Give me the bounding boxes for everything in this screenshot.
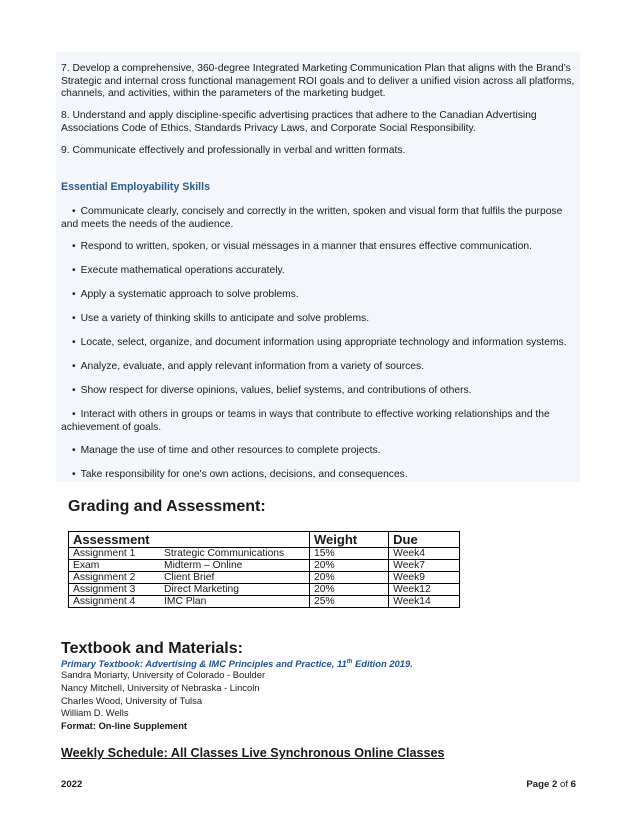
bullet-icon: •	[72, 409, 76, 420]
bullet-icon: •	[72, 337, 76, 348]
author-line: Charles Wood, University of Tulsa	[61, 695, 203, 706]
grading-table	[68, 531, 460, 608]
skill-item: • Use a variety of thinking skills to anticipate and solve problems.	[61, 313, 577, 326]
assessment-cell: Assignment 2	[69, 572, 161, 584]
bullet-icon: •	[72, 445, 76, 456]
bullet-icon: •	[72, 313, 76, 324]
description-cell: Midterm – Online	[160, 560, 310, 572]
bullet-icon: •	[72, 241, 76, 252]
footer-page-number: Page 2 of 6	[526, 779, 576, 790]
description-cell: IMC Plan	[160, 596, 310, 608]
due-cell: Week9	[389, 572, 460, 584]
bullet-icon: •	[72, 265, 76, 276]
bullet-icon: •	[72, 361, 76, 372]
weight-cell: 20%	[310, 572, 389, 584]
skill-item: • Analyze, evaluate, and apply relevant information from a variety of sources.	[61, 361, 577, 374]
due-cell: Week7	[389, 560, 460, 572]
weight-cell: 15%	[310, 548, 389, 560]
skill-item: • Take responsibility for one's own actions, decisions, and consequences.	[61, 469, 577, 482]
weekly-schedule-heading: Weekly Schedule: All Classes Live Synchronous Online Classes	[61, 746, 445, 760]
assessment-cell: Assignment 3	[69, 584, 161, 596]
table-row	[69, 548, 460, 560]
assessment-cell: Assignment 4	[69, 596, 161, 608]
grading-heading: Grading and Assessment:	[68, 498, 266, 515]
skill-item: • Interact with others in groups or teams in ways that contribute to effective working relationships and the achievement of goals.	[61, 409, 550, 433]
skill-item: • Show respect for diverse opinions, values, belief systems, and contributions of others.	[61, 385, 577, 398]
footer-year: 2022	[61, 779, 83, 790]
weight-cell: 20%	[310, 560, 389, 572]
skill-item: • Respond to written, spoken, or visual messages in a manner that ensures effective communication.	[61, 241, 577, 254]
description-cell: Direct Marketing	[160, 584, 310, 596]
weight-cell: 25%	[310, 596, 389, 608]
skill-item: • Apply a systematic approach to solve problems.	[61, 289, 577, 302]
col-assessment: Assessment	[69, 532, 310, 548]
due-cell: Week12	[389, 584, 460, 596]
skill-item: • Execute mathematical operations accurately.	[61, 265, 577, 278]
description-cell: Client Brief	[160, 572, 310, 584]
table-header-row	[69, 532, 460, 548]
author-line: William D. Wells	[61, 707, 129, 718]
bullet-icon: •	[72, 385, 76, 396]
textbook-heading: Textbook and Materials:	[61, 640, 243, 657]
assessment-cell: Assignment 1	[69, 548, 161, 560]
essential-skills-heading: Essential Employability Skills	[61, 181, 210, 193]
weight-cell: 20%	[310, 584, 389, 596]
bullet-icon: •	[72, 469, 76, 480]
col-weight: Weight	[310, 532, 389, 548]
skill-item: • Communicate clearly, concisely and correctly in the written, spoken and visual form that fulfils the purpose and meets the needs of the audience.	[61, 206, 563, 230]
outcome-8: 8. Understand and apply discipline-specific advertising practices that adhere to the Canadian Advertising Associations Code of Ethics, Standards Privacy Laws, and Corporate Social Responsibility.	[61, 110, 537, 134]
table-row	[69, 572, 460, 584]
primary-textbook: Primary Textbook: Advertising & IMC Principles and Practice, 11th Edition 2019.	[61, 658, 413, 669]
bullet-icon: •	[72, 206, 76, 217]
skill-item: • Manage the use of time and other resources to complete projects.	[61, 445, 577, 458]
bullet-icon: •	[72, 289, 76, 300]
skill-item: • Locate, select, organize, and document information using appropriate technology and information systems.	[61, 337, 577, 350]
table-row	[69, 584, 460, 596]
author-line: Nancy Mitchell, University of Nebraska - Lincoln	[61, 682, 260, 693]
table-row	[69, 560, 460, 572]
author-line: Sandra Moriarty, University of Colorado - Boulder	[61, 669, 266, 680]
due-cell: Week4	[389, 548, 460, 560]
col-due: Due	[389, 532, 460, 548]
outcome-7: 7. Develop a comprehensive, 360-degree Integrated Marketing Communication Plan that aligns with the Brand’s Strategic and internal cross functional management ROI goals and to deliver a unified vision across all platforms, channels, and activities, within the parameters of the marketing budget.	[61, 63, 575, 99]
outcome-9: 9. Communicate effectively and professionally in verbal and written formats.	[61, 145, 406, 156]
description-cell: Strategic Communications	[160, 548, 310, 560]
due-cell: Week14	[389, 596, 460, 608]
format-line: Format: On-line Supplement	[61, 720, 188, 731]
table-row	[69, 596, 460, 608]
assessment-cell: Exam	[69, 560, 161, 572]
